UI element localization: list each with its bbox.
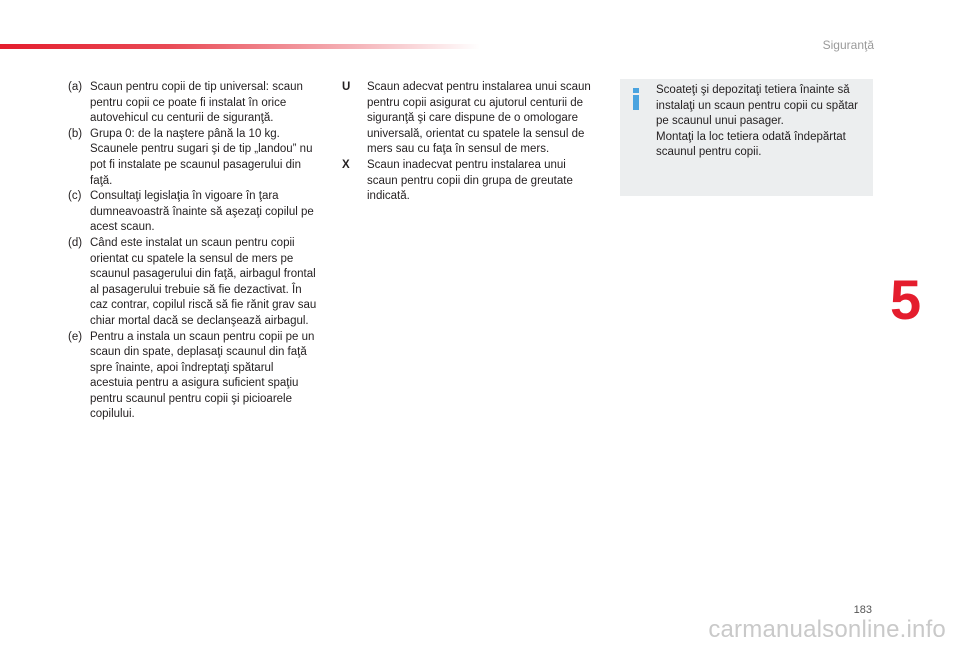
info-box	[620, 79, 873, 196]
header-accent-bar	[0, 44, 480, 49]
legend-text: Scaun adecvat pentru instalarea unui scaun pentru copii asigurat cu ajutorul centurii de siguranţă şi care dispune de o omologare universală, orientat cu spatele la sensul de mers sau cu faţa în sensul de mers.	[367, 81, 591, 156]
page-number: 183	[853, 604, 872, 616]
note-key: (b)	[68, 127, 83, 140]
note-key: (e)	[68, 330, 83, 343]
legend-text: Scaun inadecvat pentru instalarea unui scaun pentru copii din grupa de greutate indicată.	[367, 158, 573, 203]
notes-column	[68, 80, 318, 423]
note-text: Consultaţi legislaţia în vigoare în ţara dumneavoastră înainte să aşezaţi copilul pe acest scaun.	[90, 190, 314, 234]
info-text-line1: Scoateţi şi depozitaţi tetiera înainte să instalaţi un scaun pentru copii cu spătar pe scaunul unui pasager.	[656, 84, 859, 128]
note-c	[68, 189, 318, 236]
note-text: Pentru a instala un scaun pentru copii pe un scaun din spate, deplasaţi scaunul din faţă spre înainte, apoi îndreptaţi spătarul acestuia pentru a asigura suficient spaţiu pentru scaunul pentru copii şi picioarele copilului.	[90, 330, 315, 421]
section-title: Siguranţă	[822, 38, 874, 52]
legend-column	[342, 80, 597, 205]
note-key: (a)	[68, 81, 83, 93]
legend-item-x	[342, 158, 597, 205]
note-text: Grupa 0: de la naştere până la 10 kg. Scaunele pentru sugari şi de tip „landou” nu pot fi instalate pe scaunul pasagerului din faţă.	[90, 127, 313, 187]
legend-key: U	[342, 81, 351, 93]
info-icon	[632, 88, 640, 110]
note-a	[68, 80, 318, 127]
note-key: (d)	[68, 236, 83, 249]
note-text: Scaun pentru copii de tip universal: scaun pentru copii ce poate fi instalat în orice autovehicul cu centurii de siguranţă.	[90, 81, 303, 125]
note-b	[68, 127, 318, 189]
legend-key: X	[342, 158, 350, 171]
note-key: (c)	[68, 190, 82, 203]
watermark: carmanualsonline.info	[708, 616, 946, 643]
legend-item-u	[342, 80, 597, 158]
note-text: Când este instalat un scaun pentru copii orientat cu spatele la sensul de mers pe scaunul pasagerului din faţă, airbagul frontal al pasagerului trebuie să fie dezactivat. În caz contrar, copilul riscă să fie rănit grav sau chiar mortal dacă se declanşează airbagul.	[90, 236, 317, 327]
note-e	[68, 330, 318, 424]
chapter-number: 5	[890, 268, 922, 331]
info-text-line2: Montaţi la loc tetiera odată îndepărtat scaunul pentru copii.	[656, 130, 846, 159]
note-d	[68, 236, 318, 330]
